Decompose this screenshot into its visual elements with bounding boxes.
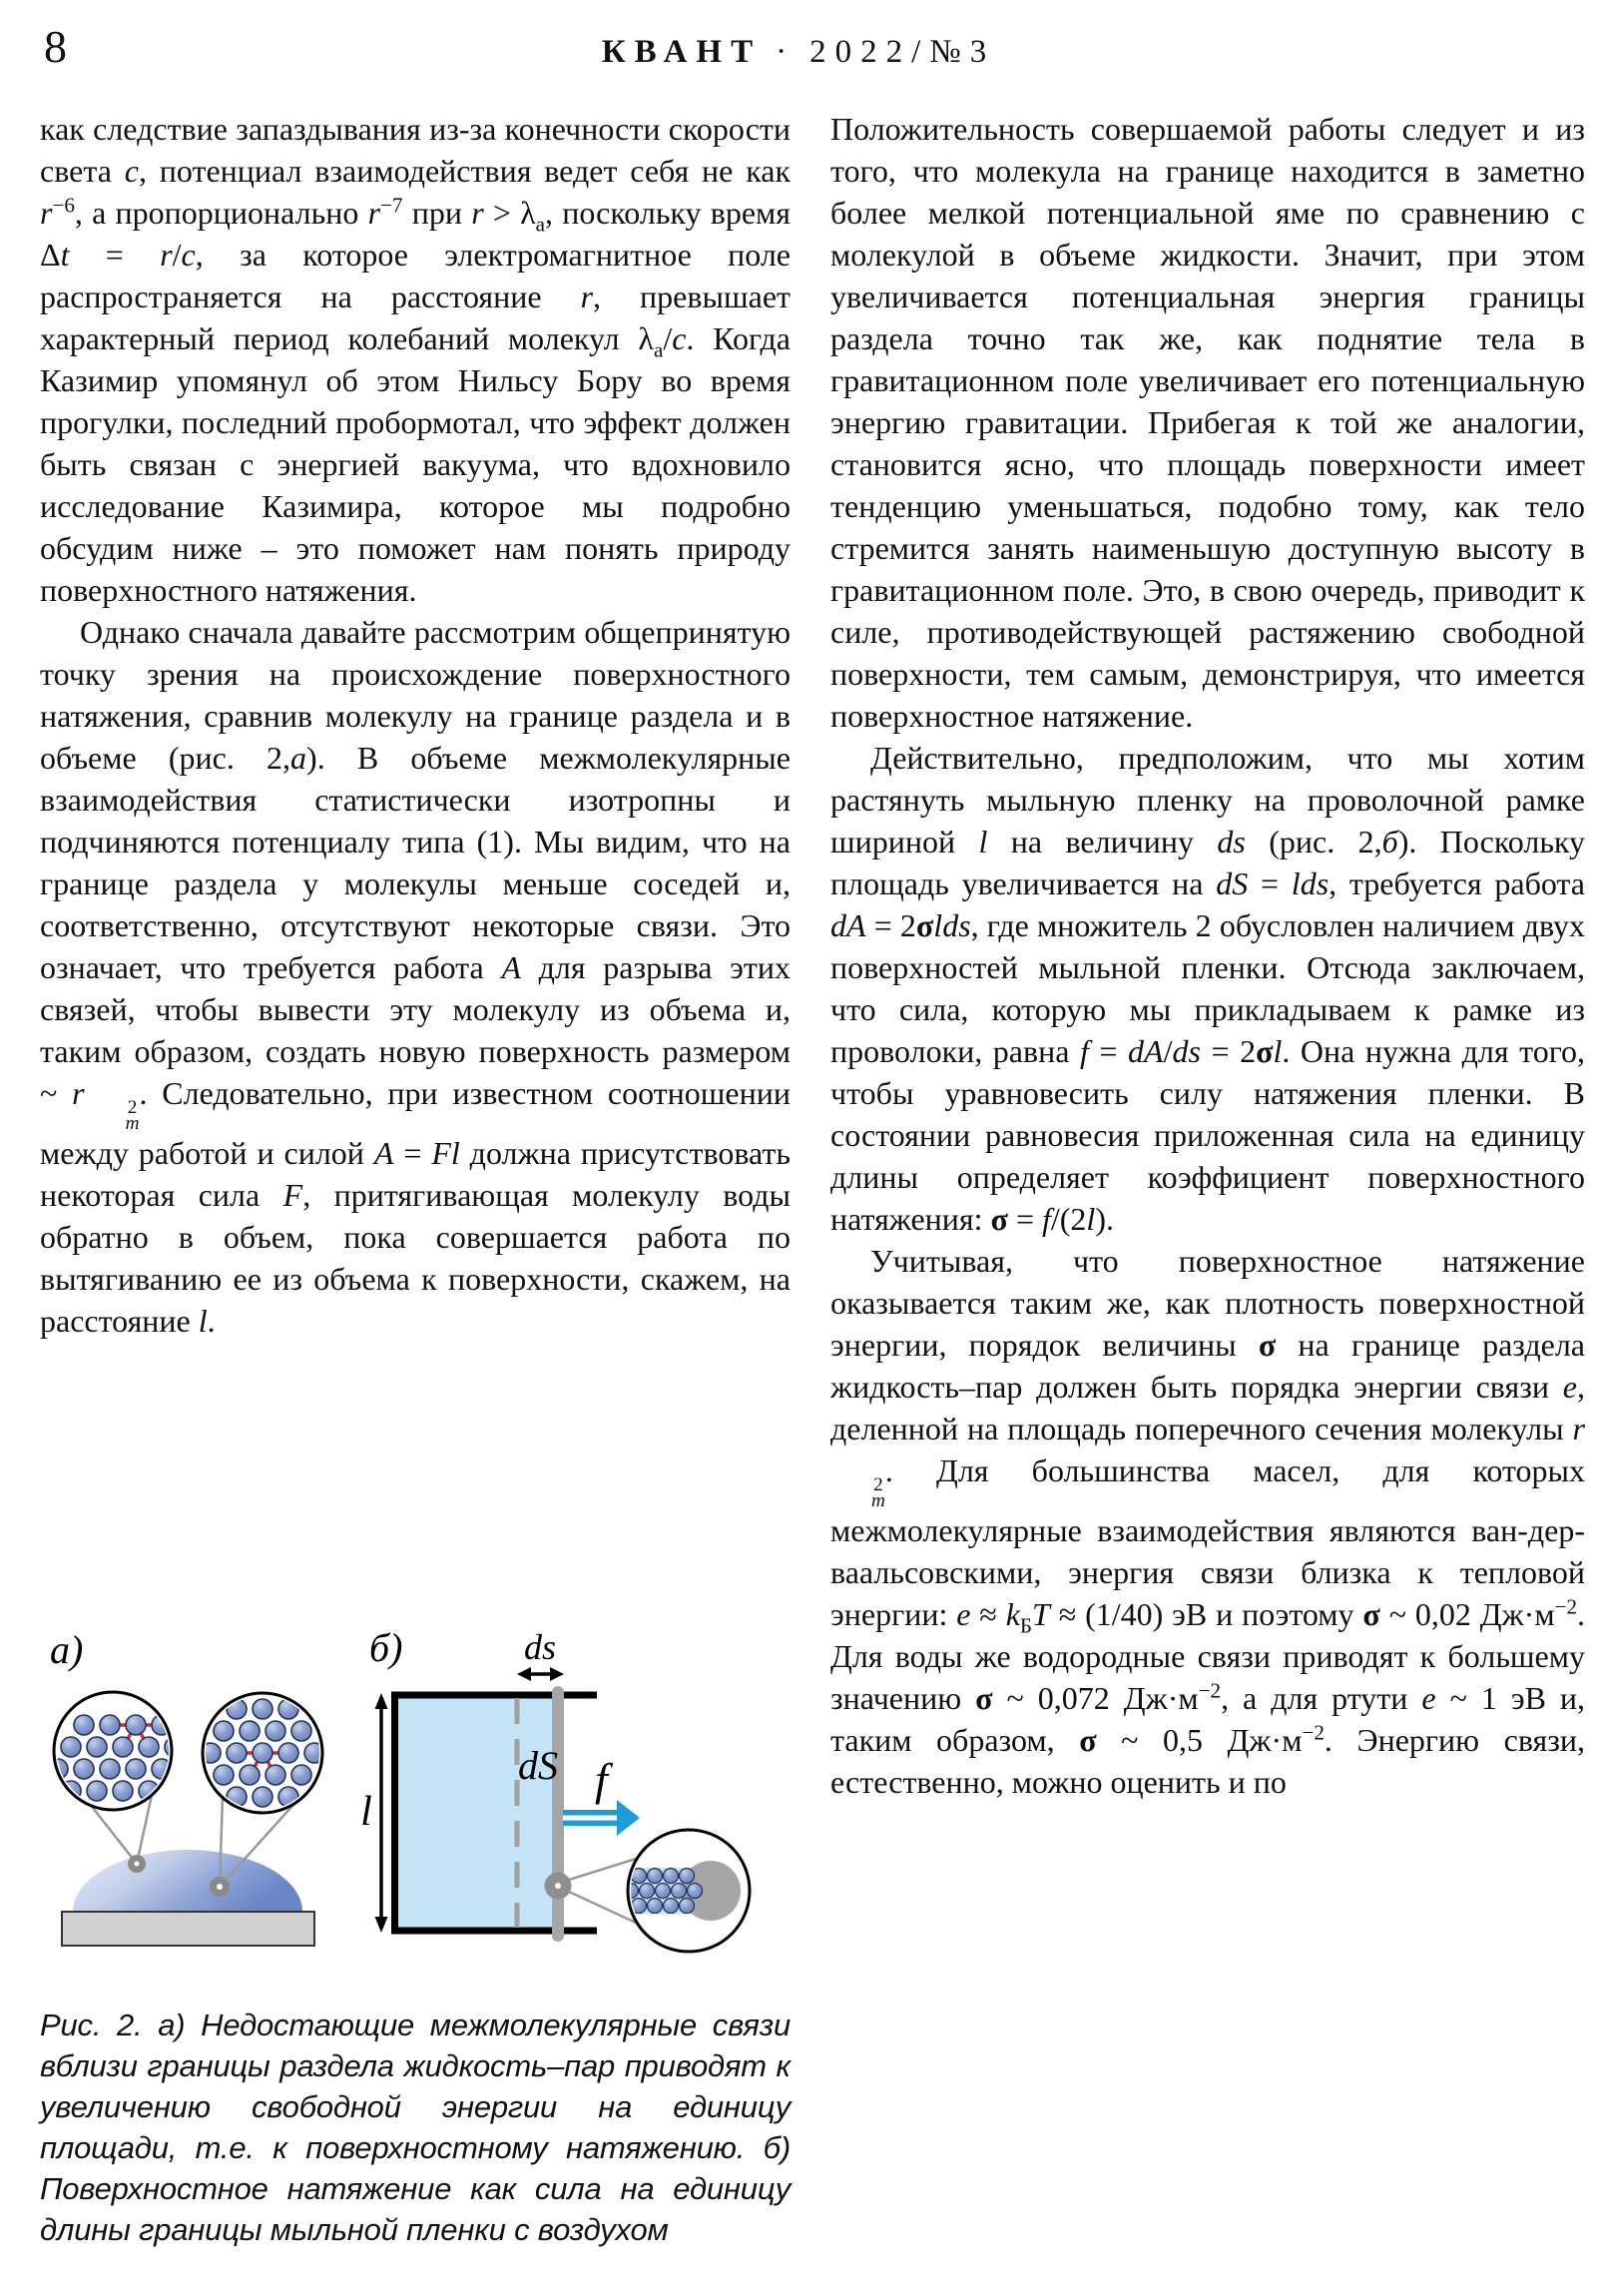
zoom-point bbox=[210, 1877, 230, 1897]
ds-arrow bbox=[517, 1667, 564, 1681]
figure-2 bbox=[40, 1629, 789, 1997]
water-droplet bbox=[73, 1850, 302, 1912]
figure-part-b-label: б) bbox=[369, 1629, 403, 1670]
paragraph: Однако сначала давайте рассмотрим общепринятую точку зрения на происхождение поверхностного натяжения, сравнив молекулу на границе раздела и в объеме (рис. 2,а). В объеме межмолекулярные взаимодействия статистически изотропны и подчиняются потенциалу типа (1). Мы видим, что на границе раздела у молекулы меньше соседей и, соответственно, отсутствуют некоторые связи. Это означает, что требуется работа A для разрыва этих связей, чтобы вывести эту молекулу из объема и, таким образом, создать новую поверхность размером ~ r 2 m . Следовательно, при известном соотношении между работой и силой A = Fl должна присутствовать некоторая сила F, притягивающая молекулу воды обратно в объем, пока совершается работа по вытягиванию ее из объема к поверхности, скажем, на расстояние l. bbox=[40, 614, 791, 1340]
force-arrow-highlight bbox=[563, 1816, 617, 1821]
sliding-wire bbox=[552, 1686, 564, 1942]
length-arrow bbox=[375, 1693, 388, 1933]
ds-label: ds bbox=[523, 1629, 557, 1667]
magnifier-bulk bbox=[201, 1693, 324, 1813]
left-text-column bbox=[40, 108, 791, 1617]
journal-title: КВАНТ bbox=[601, 34, 763, 70]
figure-caption: Рис. 2. а) Недостающие межмолекулярные связи вблизи границы раздела жидкость–пар приводят к увеличению свободной энергии на единицу площади, т.е. к поверхностному натяжению. б) Поверхностное натяжение как сила на единицу длины границы мыльной пленки с воздухом bbox=[40, 2008, 791, 2247]
zoom-point bbox=[545, 1873, 572, 1900]
figure-part-a-label: а) bbox=[50, 1629, 84, 1672]
molecules-on-wire bbox=[624, 1869, 703, 1914]
journal-header bbox=[0, 34, 1597, 71]
header-separator: · bbox=[776, 34, 797, 70]
paragraph: Учитывая, что поверхностное натяжение оказывается таким же, как плотность поверхностной энергии, порядок величины σ на границе раздела жидкость–пар должен быть порядка энергии связи e, деленной на площадь поперечного сечения молекулы r 2 m . Для большинства масел, для которых межмолекулярные взаимодействия являются ван-дер-ваальсовскими, энергия связи близка к тепловой энергии: $e \approx k_БT \approx (1/40)$ эВ и поэтому σ ~ 0,02 $Дж\cdot м^{-2}$. Для воды же водородные связи приводят к большему значению σ ~ 0,072 $Дж\cdot м^{-2}$, а для ртути e ~ 1 эВ и, таким образом, σ ~ 0,5 $Дж\cdot м^{-2}$. Энергию связи, естественно, можно оценить и по bbox=[830, 1243, 1585, 1801]
magnifier-wire bbox=[624, 1830, 751, 1952]
force-label: f bbox=[595, 1754, 608, 1805]
paragraph: Действительно, предположим, что мы хотим растянуть мыльную пленку на проволочной рамке шириной l на величину ds (рис. 2,б). Поскольку площадь увеличивается на dS = lds, требуется работа dA = 2σlds, где множитель 2 обусловлен наличием двух поверхностей мыльной пленки. Отсюда заключаем, что сила, которую мы прикладываем к рамке из проволоки, равна f = dA/ds = 2σl. Она нужна для того, чтобы уравновесить силу натяжения пленки. В состоянии равновесия приложенная сила на единицу длины определяет коэффициент поверхностного натяжения: σ = f/(2l). bbox=[830, 740, 1585, 1237]
paragraph: Положительность совершаемой работы следует и из того, что молекула на границе находится в заметно более мелкой потенциальной яме по сравнению с молекулой в объеме жидкости. Значит, при этом увеличивается потенциальная энергия границы раздела точно так же, как поднятие тела в гравитационном поле увеличивает его потенциальную энергию гравитации. Прибегая к той же аналогии, становится ясно, что площадь поверхности имеет тенденцию уменьшаться, подобно тому, как тело стремится занять наименьшую доступную высоту в гравитационном поле. Это, в свою очередь, приводит к силе, противодействующей растяжению свободной поверхности, тем самым, демонстрируя, что имеется поверхностное натяжение. bbox=[830, 111, 1585, 734]
zoom-point bbox=[128, 1855, 146, 1873]
magnifier-cone-wire bbox=[569, 1859, 636, 1923]
magnifier-interface bbox=[48, 1692, 185, 1810]
paragraph: как следствие запаздывания из-за конечности скорости света c, потенциал взаимодействия ведет себя не как $r^{-6}$, а пропорционально $r^{-7}$ при $r > \lambda_a$, поскольку время Δt = r/c, за которое электромагнитное поле распространяется на расстояние r, превышает характерный период колебаний молекул $\lambda_a/c$. Когда Казимир упомянул об этом Нильсу Бору во время прогулки, последний пробормотал, что эффект должен быть связан с энергией вакуума, что вдохновило исследование Казимира, которое мы подробно обсудим ниже – это поможет нам понять природу поверхностного натяжения. bbox=[40, 111, 791, 608]
substrate bbox=[62, 1912, 314, 1946]
right-text-column bbox=[830, 108, 1585, 2246]
length-label: l bbox=[360, 1789, 372, 1835]
page-number: 8 bbox=[44, 21, 67, 72]
dS-label: dS bbox=[518, 1743, 558, 1788]
journal-issue: 2022/№3 bbox=[809, 34, 996, 70]
soap-film bbox=[398, 1698, 558, 1928]
